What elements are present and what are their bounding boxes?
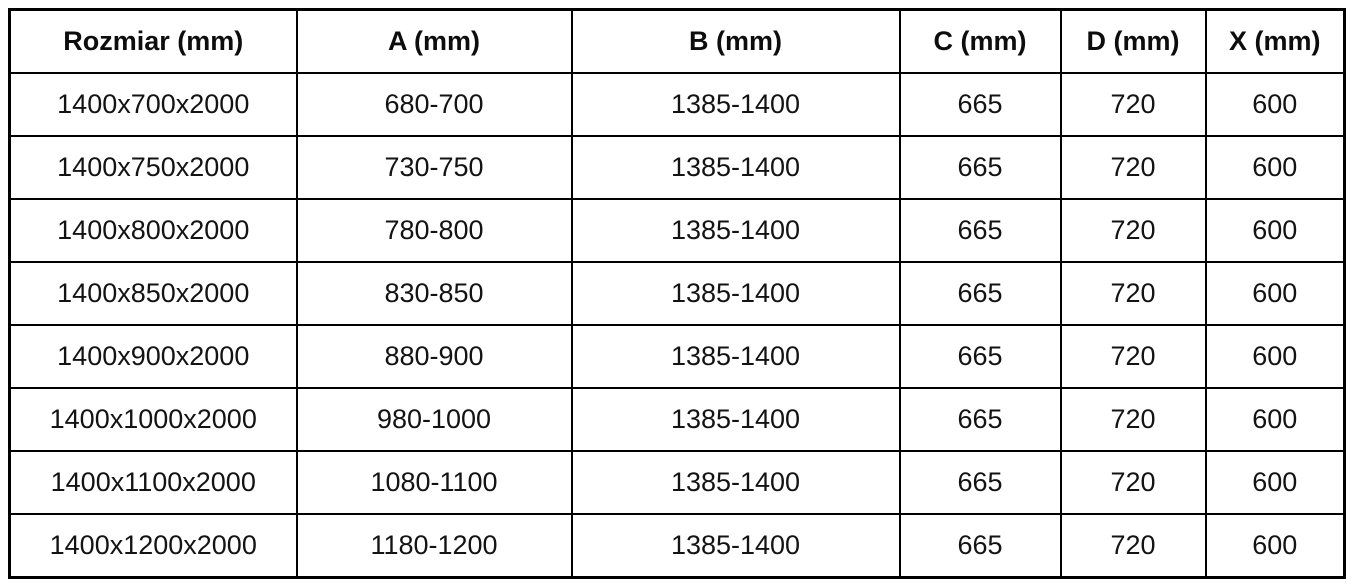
cell-x: 600: [1206, 136, 1345, 199]
cell-b: 1385-1400: [572, 388, 900, 451]
cell-d: 720: [1061, 73, 1206, 136]
cell-a: 980-1000: [297, 388, 572, 451]
header-cell-rozmiar: Rozmiar (mm): [10, 10, 297, 74]
cell-c: 665: [900, 451, 1061, 514]
cell-b: 1385-1400: [572, 325, 900, 388]
table-header: [10, 10, 1345, 74]
table-row: [10, 136, 1345, 199]
cell-d: 720: [1061, 388, 1206, 451]
cell-d: 720: [1061, 199, 1206, 262]
cell-a: 780-800: [297, 199, 572, 262]
cell-x: 600: [1206, 451, 1345, 514]
cell-a: 680-700: [297, 73, 572, 136]
cell-a: 1080-1100: [297, 451, 572, 514]
cell-x: 600: [1206, 73, 1345, 136]
header-cell-c: C (mm): [900, 10, 1061, 74]
cell-b: 1385-1400: [572, 514, 900, 578]
cell-c: 665: [900, 388, 1061, 451]
cell-b: 1385-1400: [572, 136, 900, 199]
table-row: [10, 199, 1345, 262]
cell-d: 720: [1061, 136, 1206, 199]
table-row: [10, 325, 1345, 388]
table-row: [10, 451, 1345, 514]
table-row: [10, 262, 1345, 325]
table-body: [10, 73, 1345, 578]
cell-c: 665: [900, 514, 1061, 578]
cell-c: 665: [900, 262, 1061, 325]
cell-rozmiar: 1400x800x2000: [10, 199, 297, 262]
table-row: [10, 73, 1345, 136]
cell-a: 730-750: [297, 136, 572, 199]
cell-b: 1385-1400: [572, 262, 900, 325]
cell-x: 600: [1206, 325, 1345, 388]
cell-rozmiar: 1400x850x2000: [10, 262, 297, 325]
cell-a: 830-850: [297, 262, 572, 325]
cell-rozmiar: 1400x700x2000: [10, 73, 297, 136]
cell-a: 1180-1200: [297, 514, 572, 578]
cell-rozmiar: 1400x1200x2000: [10, 514, 297, 578]
cell-b: 1385-1400: [572, 73, 900, 136]
cell-c: 665: [900, 136, 1061, 199]
header-row: [10, 10, 1345, 74]
cell-x: 600: [1206, 388, 1345, 451]
table-row: [10, 514, 1345, 578]
cell-b: 1385-1400: [572, 451, 900, 514]
size-specification-table: [8, 8, 1346, 579]
cell-d: 720: [1061, 514, 1206, 578]
cell-x: 600: [1206, 262, 1345, 325]
cell-x: 600: [1206, 514, 1345, 578]
cell-rozmiar: 1400x750x2000: [10, 136, 297, 199]
cell-a: 880-900: [297, 325, 572, 388]
cell-c: 665: [900, 325, 1061, 388]
cell-c: 665: [900, 199, 1061, 262]
cell-rozmiar: 1400x1100x2000: [10, 451, 297, 514]
header-cell-b: B (mm): [572, 10, 900, 74]
cell-d: 720: [1061, 451, 1206, 514]
cell-d: 720: [1061, 262, 1206, 325]
header-cell-x: X (mm): [1206, 10, 1345, 74]
cell-rozmiar: 1400x900x2000: [10, 325, 297, 388]
cell-b: 1385-1400: [572, 199, 900, 262]
cell-c: 665: [900, 73, 1061, 136]
cell-x: 600: [1206, 199, 1345, 262]
table-row: [10, 388, 1345, 451]
header-cell-d: D (mm): [1061, 10, 1206, 74]
cell-d: 720: [1061, 325, 1206, 388]
cell-rozmiar: 1400x1000x2000: [10, 388, 297, 451]
header-cell-a: A (mm): [297, 10, 572, 74]
